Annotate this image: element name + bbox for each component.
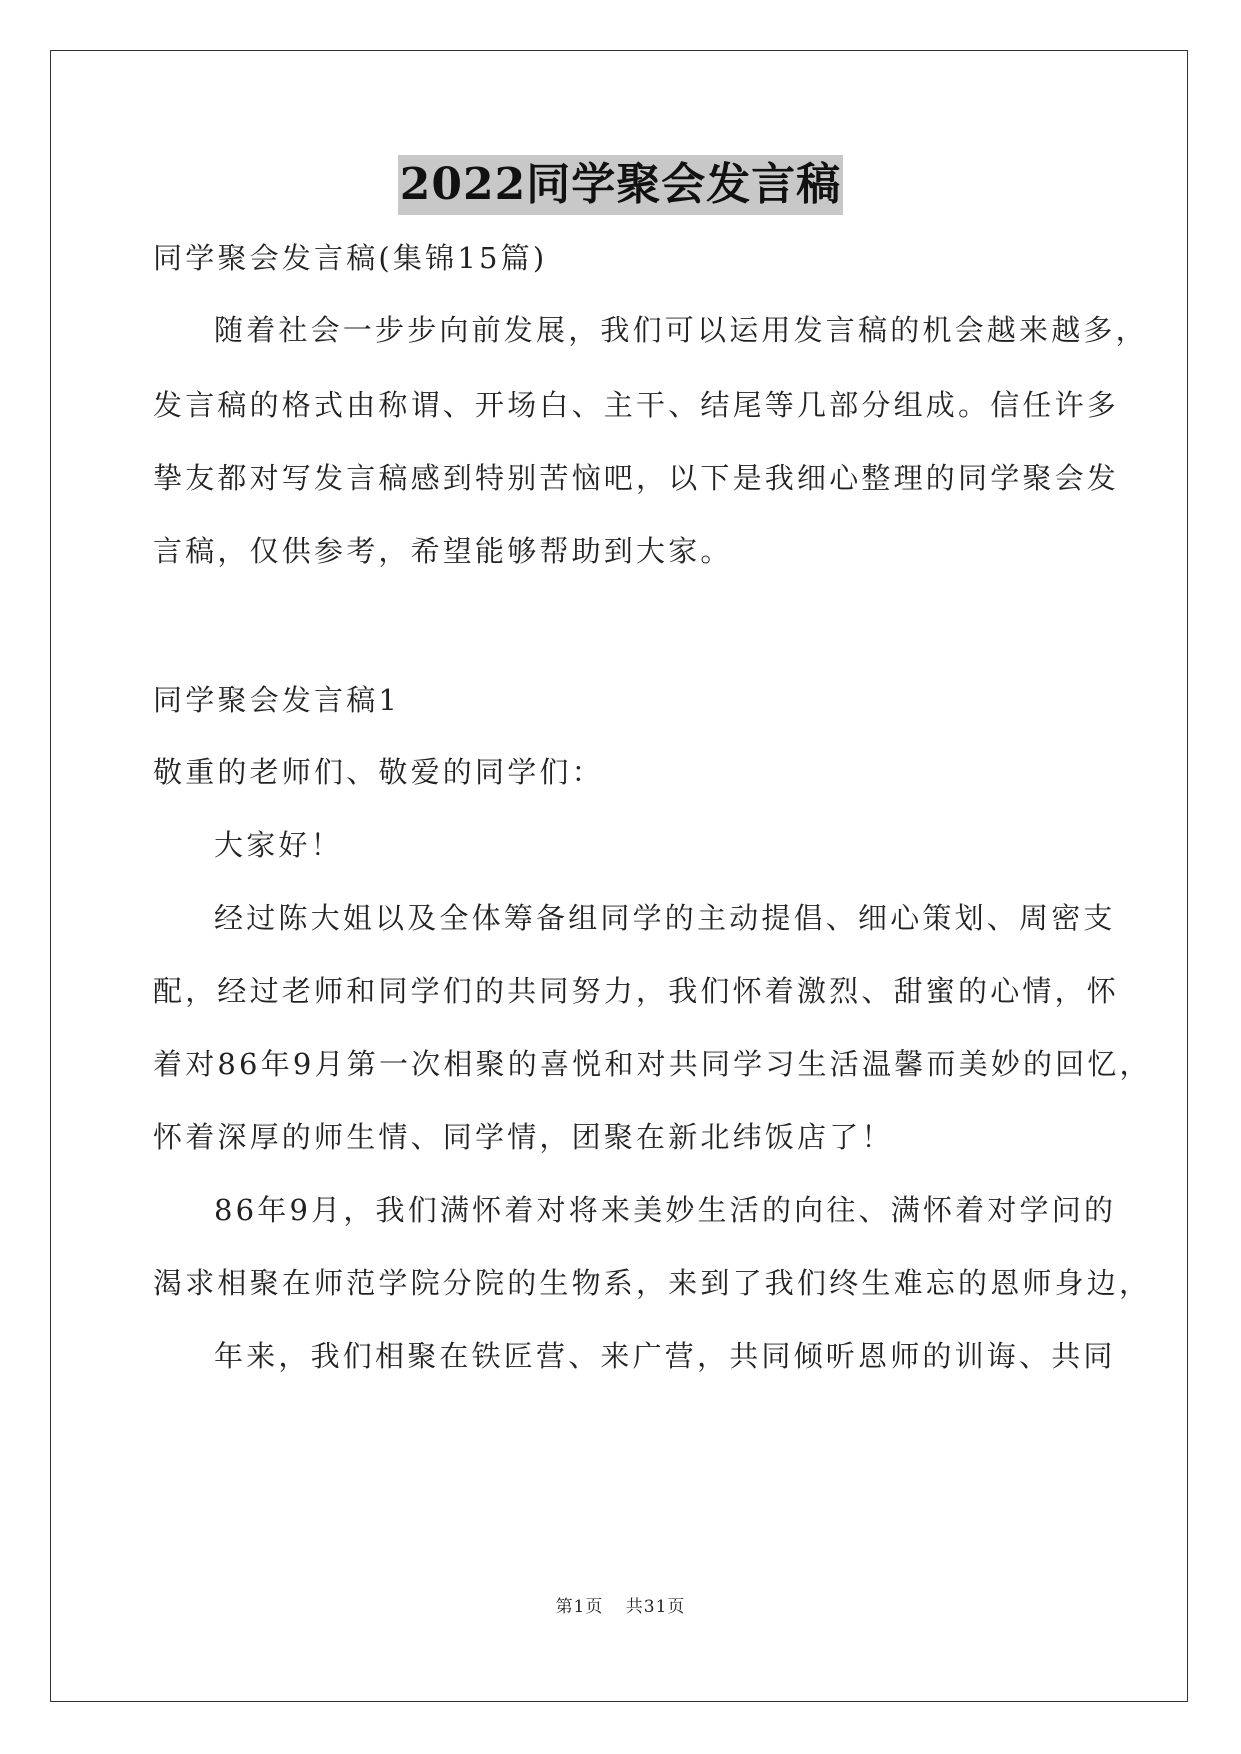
paragraph-line: 怀着深厚的师生情、同学情，团聚在新北纬饭店了！ — [153, 1120, 894, 1154]
paragraph-line: 言稿，仅供参考，希望能够帮助到大家。 — [153, 534, 733, 568]
subtitle-line: 同学聚会发言稿(集锦15篇) — [153, 241, 548, 275]
paragraph-line: 86年9月，我们满怀着对将来美妙生活的向往、满怀着对学问的 — [214, 1193, 1117, 1227]
paragraph-line: 随着社会一步步向前发展，我们可以运用发言稿的机会越来越多， — [214, 313, 1148, 347]
page-border — [50, 50, 1188, 1702]
title-container — [0, 155, 1241, 215]
section-heading: 同学聚会发言稿1 — [153, 683, 401, 717]
document-title: 2022同学聚会发言稿 — [398, 155, 843, 215]
page-number: 第1页 — [555, 1597, 604, 1617]
salutation-line: 敬重的老师们、敬爱的同学们： — [153, 755, 604, 789]
page-total: 共31页 — [625, 1597, 686, 1617]
paragraph-line: 年来，我们相聚在铁匠营、来广营，共同倾听恩师的训诲、共同 — [214, 1339, 1116, 1373]
paragraph-line: 配，经过老师和同学们的共同努力，我们怀着激烈、甜蜜的心情，怀 — [153, 974, 1120, 1008]
page-footer — [0, 1592, 1241, 1617]
paragraph-line: 着对86年9月第一次相聚的喜悦和对共同学习生活温馨而美妙的回忆， — [153, 1047, 1152, 1081]
greeting-line: 大家好！ — [214, 828, 343, 862]
paragraph-line: 发言稿的格式由称谓、开场白、主干、结尾等几部分组成。信任许多 — [153, 388, 1120, 422]
paragraph-line: 挚友都对写发言稿感到特别苦恼吧，以下是我细心整理的同学聚会发 — [153, 461, 1120, 495]
paragraph-line: 渴求相聚在师范学院分院的生物系，来到了我们终生难忘的恩师身边， — [153, 1266, 1152, 1300]
paragraph-line: 经过陈大姐以及全体筹备组同学的主动提倡、细心策划、周密支 — [214, 901, 1116, 935]
